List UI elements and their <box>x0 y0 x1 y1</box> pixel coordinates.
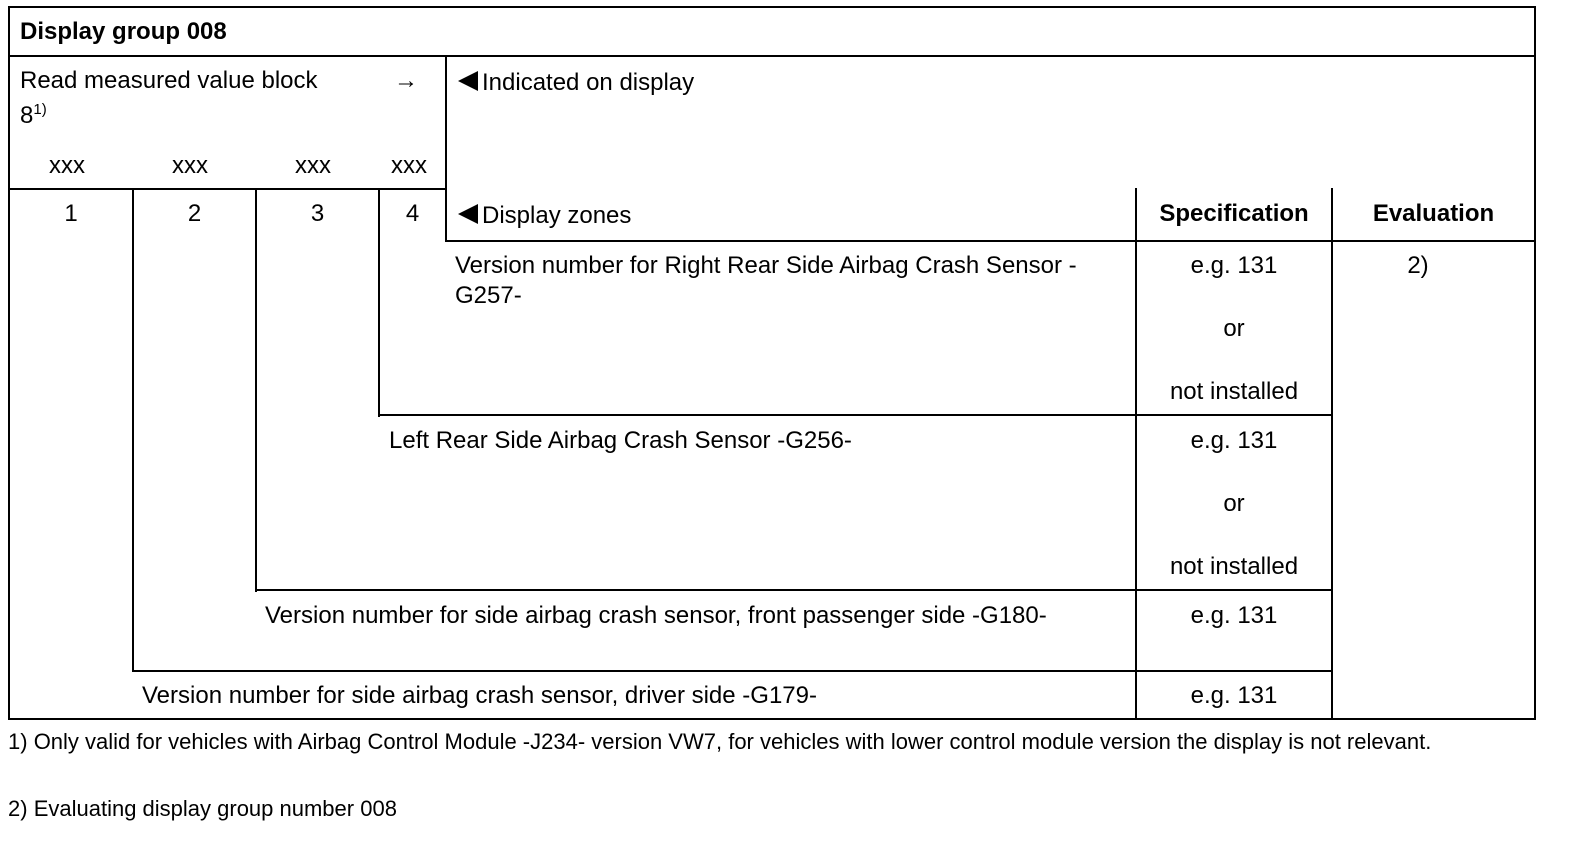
zone-number-1: 1 <box>64 200 78 227</box>
footnote-ref-1: 1) <box>33 101 47 118</box>
evaluation-ref: 2) <box>1407 252 1429 279</box>
zone-number-2: 2 <box>187 200 202 227</box>
zone-number-4: 4 <box>405 200 420 227</box>
read-block-label: Read measured value block <box>20 67 318 94</box>
zone-number-3: 3 <box>310 200 325 227</box>
row-description-g256: Left Rear Side Airbag Crash Sensor -G256- <box>389 427 852 454</box>
read-block-number: 8$^{1)}$ <box>20 101 47 129</box>
row-description-g257: Version number for Right Rear Side Airbag Crash Sensor -G257- <box>455 252 1077 309</box>
footnote-text: Evaluating display group number 008 <box>33 796 397 821</box>
spec-value: e.g. 131 <box>1190 602 1278 629</box>
row-description-g180: Version number for side airbag crash sensor, front passenger side -G180- <box>265 602 1047 629</box>
spec-value: e.g. 131 <box>1190 252 1278 279</box>
spec-value: or <box>1223 315 1245 342</box>
spec-value: or <box>1223 490 1245 517</box>
footnote-text: Only valid for vehicles with Airbag Control Module -J234- version VW7, for vehicles with lower control module version the display is not relevant. <box>33 729 1432 754</box>
triangle-left-icon <box>458 204 478 224</box>
triangle-left-icon <box>458 71 478 91</box>
footnote-marker: 1) <box>8 729 28 754</box>
placeholder-zone-3: xxx <box>295 152 331 179</box>
table-title: Display group 008 <box>20 18 227 45</box>
spec-value: not installed <box>1169 553 1299 580</box>
placeholder-zone-4: xxx <box>391 152 427 179</box>
footnote-1 <box>8 728 1528 756</box>
specification-header: Specification <box>1159 200 1309 227</box>
arrow-right-icon: → <box>394 67 418 94</box>
row-description-g179: Version number for side airbag crash sensor, driver side -G179- <box>142 682 817 709</box>
evaluation-header: Evaluation <box>1372 200 1495 227</box>
footnote-marker: 2) <box>8 796 28 821</box>
footnote-2 <box>8 795 1528 823</box>
spec-value: e.g. 131 <box>1190 682 1278 709</box>
placeholder-zone-1: xxx <box>49 152 85 179</box>
spec-value: e.g. 131 <box>1190 427 1278 454</box>
indicated-on-display-label: Indicated on display <box>458 68 694 98</box>
spec-value: not installed <box>1169 378 1299 405</box>
placeholder-zone-2: xxx <box>172 152 208 179</box>
display-zones-label: Display zones <box>458 201 631 231</box>
